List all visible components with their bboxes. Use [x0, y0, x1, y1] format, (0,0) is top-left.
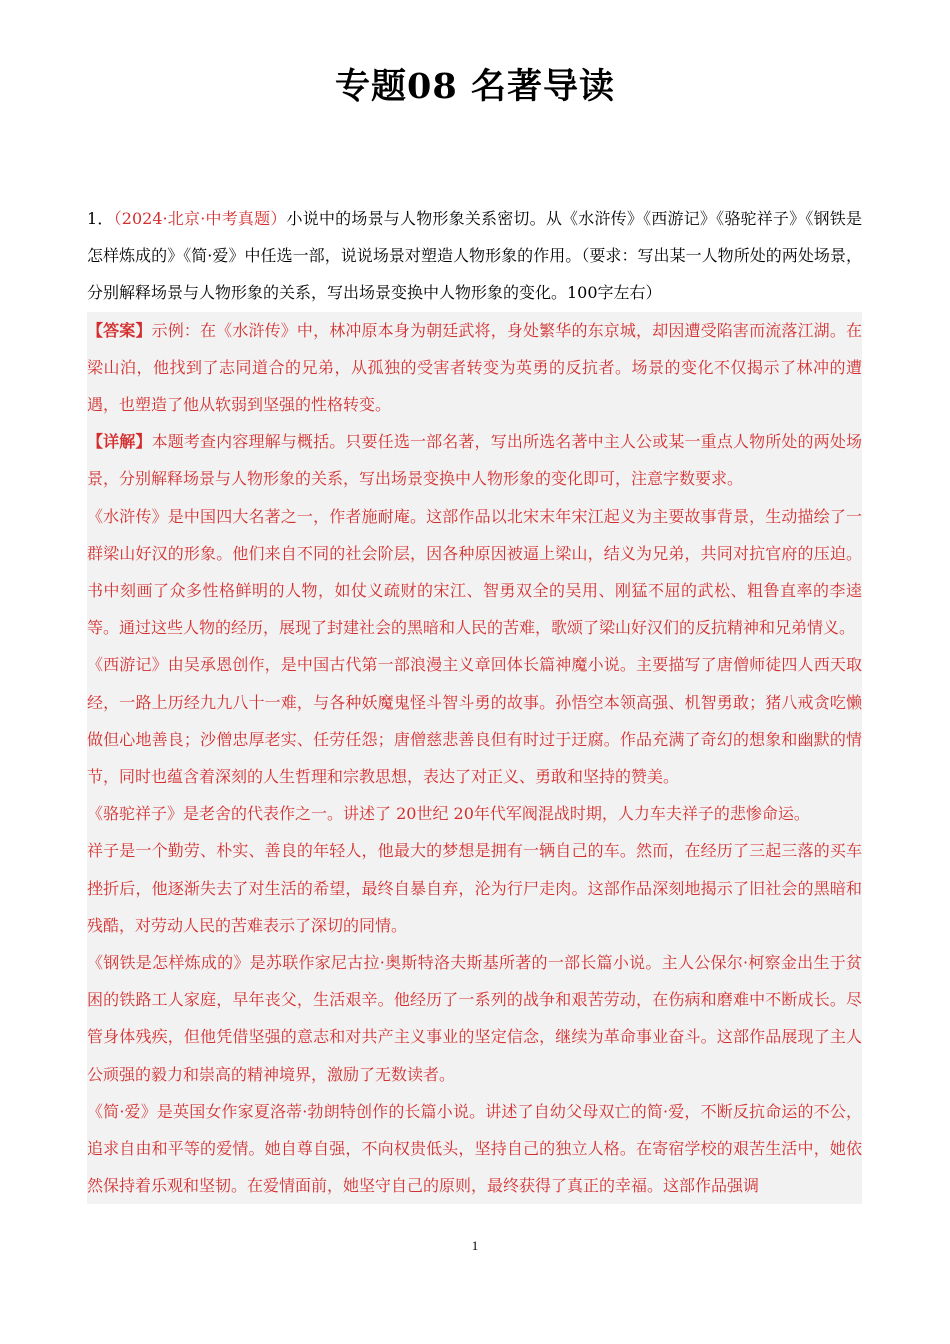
detail-paragraph-gangtie: 《钢铁是怎样炼成的》是苏联作家尼古拉·奥斯特洛夫斯基所著的一部长篇小说。主人公保尔·柯察金出生于贫困的铁路工人家庭，早年丧父，生活艰辛。他经历了一系列的战争和艰苦劳动，在伤病和磨难中不断成长。尽管身体残疾，但他凭借坚强的意志和对共产主义事业的坚定信念，继续为革命事业奋斗。这部作品展现了主人公顽强的毅力和崇高的精神境界，激励了无数读者。	[87, 953, 862, 1084]
detail-paragraph-jianai: 《简·爱》是英国女作家夏洛蒂·勃朗特创作的长篇小说。讲述了自幼父母双亡的简·爱，不断反抗命运的不公，追求自由和平等的爱情。她自尊自强，不向权贵低头，坚持自己的独立人格。在寄宿学校的艰苦生活中，她依然保持着乐观和坚韧。在爱情面前，她坚守自己的原则，最终获得了真正的幸福。这部作品强调	[87, 1101, 862, 1196]
question-number: 1．	[87, 209, 114, 228]
detail-label: 【详解】	[87, 432, 152, 452]
question-content	[87, 200, 862, 1204]
detail-paragraph-luotuo-2: 祥子是一个勤劳、朴实、善良的年轻人，他最大的梦想是拥有一辆自己的车。然而，在经历了三起三落的买车挫折后，他逐渐失去了对生活的希望，最终自暴自弃，沦为行尸走肉。这部作品深刻地揭示了旧社会的黑暗和残酷，对劳动人民的苦难表示了深切的同情。	[87, 841, 862, 935]
detail-paragraph-luotuo-1: 《骆驼祥子》是老舍的代表作之一。讲述了 20世纪 20年代军阀混战时期，人力车夫祥子的悲惨命运。	[87, 804, 810, 824]
detail-text: 本题考查内容理解与概括。只要任选一部名著，写出所选名著中主人公或某一重点人物所处的两处场景，分别解释场景与人物形象的关系，写出场景变换中人物形象的变化即可，注意字数要求。	[87, 432, 862, 489]
page-title: 专题08 名著导读	[335, 66, 615, 107]
question-source: （2024·北京·中考真题）	[113, 209, 287, 228]
answer-text: 示例：在《水浒传》中，林冲原本身为朝廷武将，身处繁华的东京城，却因遭受陷害而流落江湖。在梁山泊，他找到了志同道合的兄弟，从孤独的受害者转变为英勇的反抗者。场景的变化不仅揭示了林冲的遭遇，也塑造了他从软弱到坚强的性格转变。	[87, 320, 862, 415]
detail-paragraph-xiyouji: 《西游记》由吴承恩创作，是中国古代第一部浪漫主义章回体长篇神魔小说。主要描写了唐僧师徒四人西天取经，一路上历经九九八十一难，与各种妖魔鬼怪斗智斗勇的故事。孙悟空本领高强、机智勇敢；猪八戒贪吃懒做但心地善良；沙僧忠厚老实、任劳任怨；唐僧慈悲善良但有时过于迂腐。作品充满了奇幻的想象和幽默的情节，同时也蕴含着深刻的人生哲理和宗教思想，表达了对正义、勇敢和坚持的赞美。	[87, 655, 862, 787]
question-text: 小说中的场景与人物形象关系密切。从《水浒传》《西游记》《骆驼祥子》《钢铁是怎样炼成的》《简·爱》中任选一部，说说场景对塑造人物形象的作用。（要求：写出某一人物所处的两处场景，分别解释场景与人物形象的关系，写出场景变换中人物形象的变化。100字左右）	[87, 209, 862, 303]
answer-paragraph	[87, 312, 862, 424]
question-item	[87, 200, 862, 312]
detail-paragraph	[87, 423, 862, 497]
page-number: 1	[471, 1238, 479, 1253]
answer-label: 【答案】	[87, 320, 152, 340]
detail-paragraph-shuihu: 《水浒传》是中国四大名著之一，作者施耐庵。这部作品以北宋末年宋江起义为主要故事背景，生动描绘了一群梁山好汉的形象。他们来自不同的社会阶层，因各种原因被逼上梁山，结义为兄弟，共同对抗官府的压迫。书中刻画了众多性格鲜明的人物，如仗义疏财的宋江、智勇双全的吴用、刚猛不屈的武松、粗鲁直率的李逵等。通过这些人物的经历，展现了封建社会的黑暗和人民的苦难，歌颂了梁山好汉们的反抗精神和兄弟情义。	[87, 506, 862, 638]
answer-block	[87, 312, 862, 1205]
